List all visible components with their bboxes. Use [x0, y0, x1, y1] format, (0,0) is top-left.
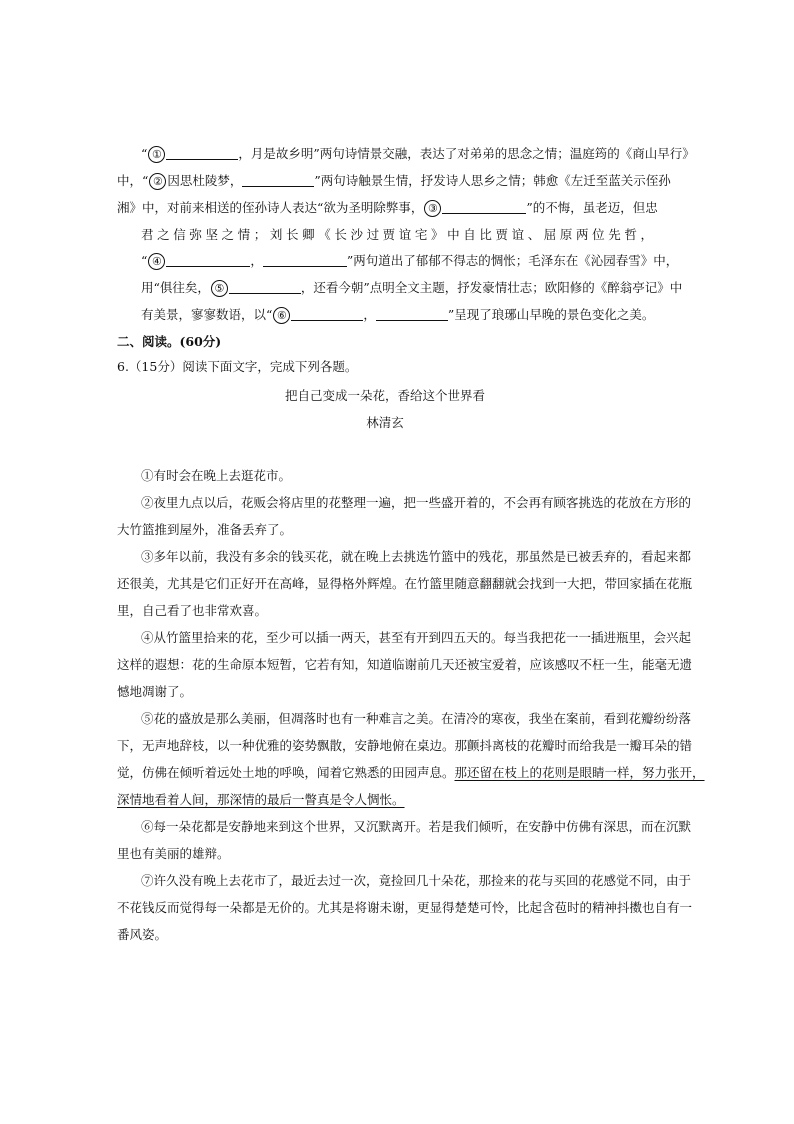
q5-line-4: 君之信弥坚之情；刘长卿《长沙过贾谊宅》中自比贾谊、屈原两位先哲，	[141, 227, 653, 242]
paragraph-3-line: ③多年以前，我没有多余的钱买花，就在晚上去挑选竹篮中的残花，那虽然是已被丢弃的，看起来都	[141, 549, 692, 564]
paragraph-1-line: ①有时会在晚上去逛花市。	[141, 468, 292, 483]
paragraph-4-line: ④从竹篮里拾来的花，至少可以插一两天，甚至有开到四五天的。每当我把花一一插进瓶里，会兴起	[141, 630, 692, 645]
answer-blank-6a[interactable]	[291, 307, 363, 321]
q5-text: “	[141, 253, 148, 268]
paragraph-2-line: ②夜里九点以后，花贩会将店里的花整理一遍，把一些盛开着的，不会再有顾客挑选的花放在方形的	[141, 495, 692, 510]
answer-blank-2[interactable]	[242, 173, 314, 187]
blank-number-2: ②	[149, 173, 166, 190]
q5-line-7	[141, 306, 654, 324]
underlined-sentence: 那还留在枝上的花则是眼睛一样，努力张开，	[454, 765, 705, 780]
q5-text: 有美景，寥寥数语，以“	[141, 307, 273, 322]
paragraph-7-line: 番风姿。	[117, 927, 168, 942]
paragraph-3-line: 还很美，尤其是它们正好开在高峰，显得格外辉煌。在竹篮里随意翻翻就会找到一大把，带回家插在花瓶	[117, 576, 693, 591]
paragraph-6-line: ⑥每一朵花都是安静地来到这个世界，又沉默离开。若是我们倾听，在安静中仿佛有深思，而在沉默	[141, 819, 692, 834]
question-6-intro: 6.（15分）阅读下面文字，完成下列各题。	[117, 359, 358, 374]
paragraph-7-line: 不花钱反而觉得每一朵都是无价的。尤其是将谢未谢，更显得楚楚可怜，比起含苞时的精神抖擞也自有一	[117, 900, 693, 915]
q5-line-3	[117, 199, 658, 217]
paragraph-5-line: ⑤花的盛放是那么美丽，但凋落时也有一种难言之美。在清冷的寒夜，我坐在案前，看到花瓣纷纷落	[141, 711, 692, 726]
paragraph-5-line	[117, 764, 705, 782]
paragraph-2-line: 大竹篮推到屋外，准备丢弃了。	[117, 522, 293, 537]
blank-number-1: ①	[148, 146, 165, 163]
q5-text: 因思杜陵梦，	[167, 173, 243, 188]
q5-text: ，	[250, 253, 263, 268]
answer-blank-4b[interactable]	[263, 253, 347, 267]
blank-number-5: ⑤	[211, 280, 228, 297]
paragraph-4-line: 这样的遐想：花的生命原本短暂，它若有知，知道临谢前几天还被宝爱着，应该感叹不枉一生，能毫无遗	[117, 657, 693, 672]
q5-text: ，	[363, 307, 376, 322]
q5-text: ”的不悔，虽老迈，但忠	[526, 200, 658, 215]
answer-blank-3[interactable]	[442, 200, 526, 214]
article-title: 把自己变成一朵花，香给这个世界看	[284, 388, 485, 403]
q5-text: ”两句道出了郁郁不得志的惆怅；毛泽东在《沁园春雪》中，	[346, 253, 679, 268]
blank-number-3: ③	[424, 200, 441, 217]
q5-line-6	[141, 279, 682, 297]
paragraph-7-line: ⑦许久没有晚上去花市了，最近去过一次，竟捡回几十朵花，那捡来的花与买回的花感觉不同，由于	[141, 873, 692, 888]
paragraph-4-line: 憾地凋谢了。	[117, 684, 193, 699]
paragraph-6-line: 里也有美丽的雄辩。	[117, 846, 230, 861]
q5-text: 中，“	[117, 173, 149, 188]
q5-text: ，还看今朝”点明全文主题，抒发豪情壮志；欧阳修的《醉翁亭记》中	[300, 280, 683, 295]
answer-blank-5[interactable]	[229, 280, 301, 294]
q5-text: ”呈现了琅琊山早晚的景色变化之美。	[447, 307, 655, 322]
section-heading: 二、阅读。(60分)	[117, 334, 222, 349]
q5-text: 湘》中，对前来相送的侄孙诗人表达“欲为圣明除弊事，	[117, 200, 424, 215]
answer-blank-1[interactable]	[166, 146, 238, 160]
paragraph-3-line: 里，自己看了也非常欢喜。	[117, 603, 268, 618]
q5-text: ，月是故乡明”两句诗情景交融，表达了对弟弟的思念之情；温庭筠的《商山早行》	[238, 146, 695, 161]
answer-blank-4a[interactable]	[166, 253, 250, 267]
q5-line-2	[117, 172, 671, 190]
article-author: 林清玄	[366, 415, 404, 430]
q5-line-1	[141, 145, 695, 163]
answer-blank-6b[interactable]	[376, 307, 448, 321]
q5-text: “	[141, 146, 148, 161]
paragraph-5-text: 觉，仿佛在倾听着远处土地的呼唤，闻着它熟悉的田园声息。	[117, 765, 455, 780]
blank-number-4: ④	[148, 253, 165, 270]
q5-text: ”两句诗触景生情，抒发诗人思乡之情；韩愈《左迁至蓝关示侄孙	[314, 173, 671, 188]
blank-number-6: ⑥	[273, 307, 290, 324]
q5-line-5	[141, 252, 678, 270]
paragraph-5-line: 下，无声地辞枝，以一种优雅的姿势飘散，安静地俯在桌边。那颤抖离枝的花瓣时而给我是一瓣耳朵的错	[117, 738, 693, 753]
q5-text: 用“俱往矣，	[141, 280, 210, 295]
underlined-sentence: 深情地看着人间，那深情的最后一瞥真是令人惆怅。	[117, 792, 405, 807]
